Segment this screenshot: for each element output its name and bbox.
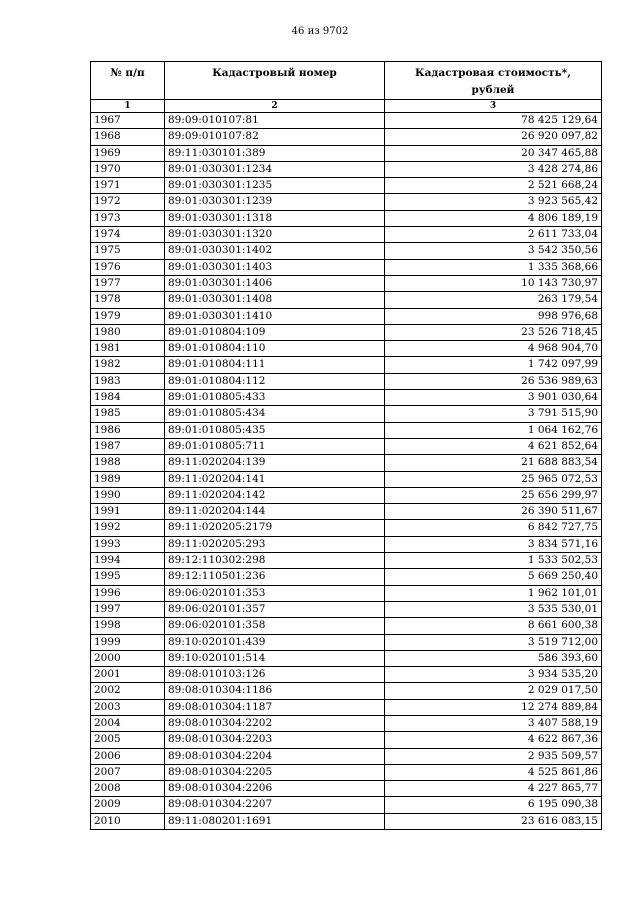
cadastral-value: 3 901 030,64 [385, 390, 602, 406]
table-row [91, 813, 602, 829]
cadastral-value: 2 521 668,24 [385, 178, 602, 194]
row-index: 1998 [91, 618, 165, 634]
table-row [91, 161, 602, 177]
cadastral-number: 89:06:020101:357 [165, 601, 385, 617]
table-row [91, 634, 602, 650]
table-row [91, 699, 602, 715]
cadastral-value: 12 274 889,84 [385, 699, 602, 715]
cadastral-value: 8 661 600,38 [385, 618, 602, 634]
row-index: 1996 [91, 585, 165, 601]
cadastral-number: 89:01:010804:109 [165, 324, 385, 340]
header-cadastral-value-line1: Кадастровая стоимость*, [415, 67, 571, 79]
table-row [91, 259, 602, 275]
table-row [91, 569, 602, 585]
row-index: 1993 [91, 536, 165, 552]
row-index: 1972 [91, 194, 165, 210]
table-row [91, 178, 602, 194]
cadastral-number: 89:01:030301:1406 [165, 275, 385, 291]
row-index: 1982 [91, 357, 165, 373]
cadastral-number: 89:09:010107:81 [165, 113, 385, 129]
table-row [91, 683, 602, 699]
cadastral-number: 89:11:080201:1691 [165, 813, 385, 829]
header-cadastral-number: Кадастровый номер [165, 62, 385, 100]
cadastral-number: 89:08:010304:1186 [165, 683, 385, 699]
table-row [91, 194, 602, 210]
row-index: 1990 [91, 487, 165, 503]
row-index: 2007 [91, 764, 165, 780]
row-index: 1981 [91, 341, 165, 357]
row-index: 2005 [91, 732, 165, 748]
cadastral-number: 89:10:020101:514 [165, 650, 385, 666]
cadastral-value: 2 935 509,57 [385, 748, 602, 764]
table-row [91, 487, 602, 503]
table-row [91, 373, 602, 389]
cadastral-value: 263 179,54 [385, 292, 602, 308]
table-row [91, 520, 602, 536]
cadastral-value: 4 968 904,70 [385, 341, 602, 357]
table-row [91, 227, 602, 243]
cadastral-number: 89:12:110302:298 [165, 553, 385, 569]
table-row [91, 764, 602, 780]
cadastral-value: 3 535 530,01 [385, 601, 602, 617]
cadastral-value: 1 064 162,76 [385, 422, 602, 438]
row-index: 1969 [91, 145, 165, 161]
row-index: 1973 [91, 210, 165, 226]
row-index: 1989 [91, 471, 165, 487]
cadastral-value: 4 227 865,77 [385, 781, 602, 797]
cadastral-value: 4 806 189,19 [385, 210, 602, 226]
cadastral-number: 89:08:010304:2205 [165, 764, 385, 780]
cadastral-value: 3 791 515,90 [385, 406, 602, 422]
row-index: 1986 [91, 422, 165, 438]
table-row [91, 732, 602, 748]
row-index: 1977 [91, 275, 165, 291]
table-row [91, 210, 602, 226]
cadastral-value: 3 934 535,20 [385, 667, 602, 683]
cadastral-value: 25 965 072,53 [385, 471, 602, 487]
cadastral-number: 89:01:030301:1410 [165, 308, 385, 324]
row-index: 1991 [91, 504, 165, 520]
cadastral-number: 89:08:010304:2207 [165, 797, 385, 813]
row-index: 1995 [91, 569, 165, 585]
cadastral-number: 89:01:030301:1239 [165, 194, 385, 210]
cadastral-value: 4 622 867,36 [385, 732, 602, 748]
table-row [91, 438, 602, 454]
row-index: 2001 [91, 667, 165, 683]
cadastral-value: 5 669 250,40 [385, 569, 602, 585]
row-index: 1974 [91, 227, 165, 243]
cadastral-value: 78 425 129,64 [385, 113, 602, 129]
row-index: 1984 [91, 390, 165, 406]
cadastral-number: 89:09:010107:82 [165, 129, 385, 145]
cadastral-value: 26 390 511,67 [385, 504, 602, 520]
row-index: 2002 [91, 683, 165, 699]
row-index: 1967 [91, 113, 165, 129]
row-index: 1992 [91, 520, 165, 536]
cadastral-value: 3 923 565,42 [385, 194, 602, 210]
cadastral-number: 89:08:010103:126 [165, 667, 385, 683]
cadastral-value: 2 029 017,50 [385, 683, 602, 699]
table-row [91, 536, 602, 552]
cadastral-number: 89:01:010805:434 [165, 406, 385, 422]
cadastral-number: 89:08:010304:1187 [165, 699, 385, 715]
cadastral-number: 89:12:110501:236 [165, 569, 385, 585]
row-index: 1994 [91, 553, 165, 569]
table-row [91, 145, 602, 161]
row-index: 1971 [91, 178, 165, 194]
row-index: 2000 [91, 650, 165, 666]
row-index: 2010 [91, 813, 165, 829]
table-row [91, 308, 602, 324]
cadastral-value: 3 542 350,56 [385, 243, 602, 259]
cadastral-number: 89:08:010304:2203 [165, 732, 385, 748]
cadastral-number: 89:11:020204:142 [165, 487, 385, 503]
column-number-row [91, 100, 602, 113]
cadastral-value: 2 611 733,04 [385, 227, 602, 243]
row-index: 1976 [91, 259, 165, 275]
cadastral-value: 6 842 727,75 [385, 520, 602, 536]
column-number-2: 2 [165, 100, 385, 113]
table-row [91, 618, 602, 634]
table-header-row [91, 62, 602, 100]
cadastral-number: 89:01:030301:1403 [165, 259, 385, 275]
table-row [91, 781, 602, 797]
page-number: 46 из 9702 [291, 26, 349, 37]
row-index: 2004 [91, 715, 165, 731]
cadastral-value: 23 616 083,15 [385, 813, 602, 829]
row-index: 2008 [91, 781, 165, 797]
cadastral-number: 89:01:030301:1235 [165, 178, 385, 194]
row-index: 1978 [91, 292, 165, 308]
cadastral-value: 3 428 274,86 [385, 161, 602, 177]
cadastral-value: 4 525 861,86 [385, 764, 602, 780]
cadastral-number: 89:01:010805:435 [165, 422, 385, 438]
cadastral-value: 20 347 465,88 [385, 145, 602, 161]
cadastral-number: 89:01:030301:1402 [165, 243, 385, 259]
cadastral-value: 25 656 299,97 [385, 487, 602, 503]
cadastral-number: 89:01:010805:711 [165, 438, 385, 454]
header-cadastral-value [385, 62, 602, 100]
table-row [91, 715, 602, 731]
table-row [91, 357, 602, 373]
cadastral-number: 89:08:010304:2202 [165, 715, 385, 731]
cadastral-number: 89:01:030301:1318 [165, 210, 385, 226]
cadastral-number: 89:01:010804:112 [165, 373, 385, 389]
row-index: 1988 [91, 455, 165, 471]
table-row [91, 341, 602, 357]
cadastral-value: 586 393,60 [385, 650, 602, 666]
header-index: № п/п [91, 62, 165, 100]
header-cadastral-value-line2: рублей [471, 84, 515, 96]
cadastral-number: 89:11:020204:139 [165, 455, 385, 471]
row-index: 1970 [91, 161, 165, 177]
cadastral-value: 3 519 712,00 [385, 634, 602, 650]
row-index: 1983 [91, 373, 165, 389]
row-index: 2006 [91, 748, 165, 764]
table-row [91, 601, 602, 617]
row-index: 1999 [91, 634, 165, 650]
table-row [91, 406, 602, 422]
table-row [91, 390, 602, 406]
cadastral-number: 89:11:020205:293 [165, 536, 385, 552]
table-row [91, 243, 602, 259]
cadastral-number: 89:10:020101:439 [165, 634, 385, 650]
cadastral-number: 89:11:020204:141 [165, 471, 385, 487]
cadastral-value: 1 742 097,99 [385, 357, 602, 373]
table-row [91, 292, 602, 308]
cadastral-value: 26 920 097,82 [385, 129, 602, 145]
cadastral-number: 89:11:020205:2179 [165, 520, 385, 536]
cadastral-number: 89:06:020101:358 [165, 618, 385, 634]
cadastral-number: 89:08:010304:2204 [165, 748, 385, 764]
row-index: 1997 [91, 601, 165, 617]
cadastral-number: 89:01:010805:433 [165, 390, 385, 406]
row-index: 1968 [91, 129, 165, 145]
cadastral-value: 3 834 571,16 [385, 536, 602, 552]
cadastral-number: 89:01:030301:1408 [165, 292, 385, 308]
column-number-3: 3 [385, 100, 602, 113]
cadastral-value: 1 533 502,53 [385, 553, 602, 569]
row-index: 1985 [91, 406, 165, 422]
cadastral-value: 6 195 090,38 [385, 797, 602, 813]
cadastral-number: 89:11:020204:144 [165, 504, 385, 520]
table-row [91, 471, 602, 487]
table-row [91, 113, 602, 129]
row-index: 2009 [91, 797, 165, 813]
cadastral-value: 4 621 852,64 [385, 438, 602, 454]
table-row [91, 455, 602, 471]
table-row [91, 748, 602, 764]
table-row [91, 553, 602, 569]
table-row [91, 504, 602, 520]
table-row [91, 650, 602, 666]
cadastral-number: 89:01:030301:1234 [165, 161, 385, 177]
cadastral-value: 1 962 101,01 [385, 585, 602, 601]
cadastral-value: 10 143 730,97 [385, 275, 602, 291]
cadastral-value: 1 335 368,66 [385, 259, 602, 275]
row-index: 2003 [91, 699, 165, 715]
row-index: 1975 [91, 243, 165, 259]
cadastral-value: 21 688 883,54 [385, 455, 602, 471]
column-number-1: 1 [91, 100, 165, 113]
table-row [91, 422, 602, 438]
cadastral-number: 89:08:010304:2206 [165, 781, 385, 797]
cadastral-number: 89:01:010804:111 [165, 357, 385, 373]
table-row [91, 275, 602, 291]
cadastral-value: 26 536 989,63 [385, 373, 602, 389]
cadastral-value-table [90, 61, 602, 830]
cadastral-value: 23 526 718,45 [385, 324, 602, 340]
cadastral-number: 89:01:010804:110 [165, 341, 385, 357]
table-row [91, 667, 602, 683]
table-row [91, 324, 602, 340]
cadastral-value: 998 976,68 [385, 308, 602, 324]
row-index: 1987 [91, 438, 165, 454]
table-row [91, 797, 602, 813]
row-index: 1980 [91, 324, 165, 340]
cadastral-value: 3 407 588,19 [385, 715, 602, 731]
row-index: 1979 [91, 308, 165, 324]
cadastral-number: 89:01:030301:1320 [165, 227, 385, 243]
cadastral-number: 89:11:030101:389 [165, 145, 385, 161]
table-row [91, 585, 602, 601]
table-row [91, 129, 602, 145]
cadastral-number: 89:06:020101:353 [165, 585, 385, 601]
